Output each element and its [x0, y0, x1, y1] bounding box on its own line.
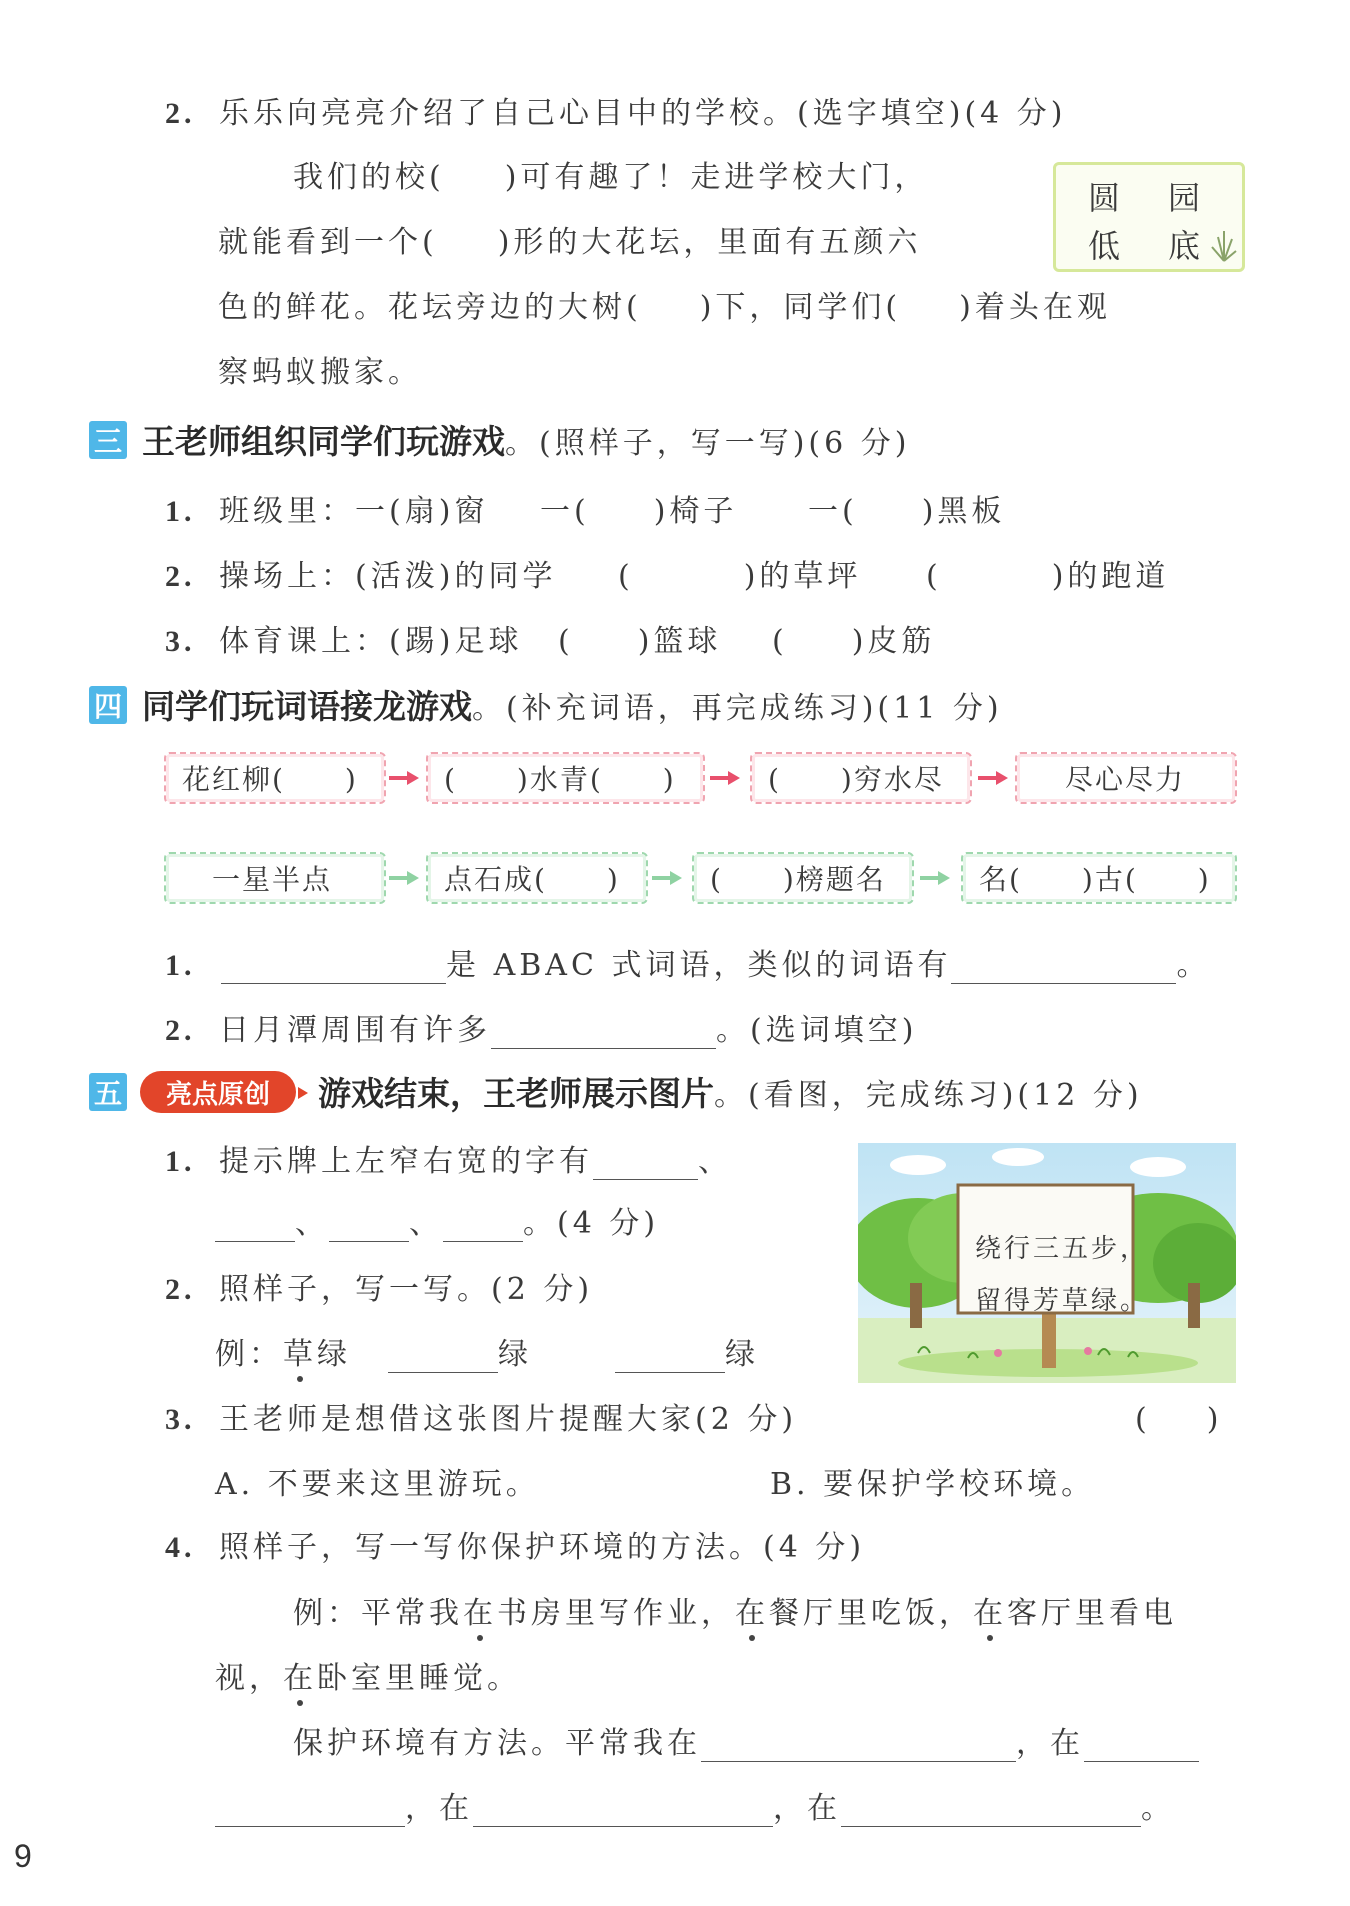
chain-word-box: 一星半点: [164, 852, 386, 904]
blank-open: 一(: [540, 494, 590, 529]
answer-blank: [215, 1240, 295, 1242]
section-3-note: 。(照样子，写一写)(6 分): [505, 426, 911, 461]
s5-question-2: [165, 1264, 593, 1308]
item-number: 1.: [165, 949, 196, 982]
section-4-title: 同学们玩词语接龙游戏: [142, 687, 472, 726]
s3-item-1-blank-a: [540, 486, 737, 530]
s5-question-3: [165, 1394, 797, 1438]
section-5-title: 游戏结束，王老师展示图片: [318, 1074, 714, 1113]
answer-blank: [1084, 1760, 1199, 1762]
chain-word-box: 花红柳( ): [164, 752, 386, 804]
chain-word-box: 名( )古( ): [961, 852, 1237, 904]
arrow-right-icon: [389, 871, 419, 885]
s5-question-4-answer-2: [215, 1783, 1175, 1827]
answer-blank: [491, 1047, 716, 1049]
example-char: 在: [283, 1661, 317, 1696]
s5-question-2-blank-a: [388, 1329, 532, 1373]
separator: 、: [409, 1206, 443, 1241]
answer-prompt: ，在: [773, 1791, 841, 1826]
example-char: 在: [973, 1596, 1007, 1631]
q2-line1: [293, 152, 928, 196]
item-number: 1.: [165, 1145, 196, 1178]
answer-blank: [215, 1825, 405, 1827]
section-3-title: 王老师组织同学们玩游戏: [142, 422, 505, 461]
s3-item-1: [165, 486, 488, 530]
answer-prompt: ，在: [1016, 1726, 1084, 1761]
answer-blank: [388, 1371, 498, 1373]
s5-question-2-blank-b: [615, 1329, 759, 1373]
question-text: 。: [1176, 948, 1211, 983]
grass-decoration-icon: [1208, 227, 1240, 263]
answer-prompt: 。: [1141, 1791, 1175, 1826]
blank-close: )黑板: [921, 494, 1006, 529]
option-char: 园: [1168, 179, 1201, 217]
answer-blank: [443, 1240, 523, 1242]
chain-word-box: ( )榜题名: [692, 852, 914, 904]
s5-question-1-line2: [215, 1198, 659, 1242]
blank-close: )皮筋: [851, 624, 936, 659]
answer-prompt: 保护环境有方法。平常我在: [293, 1726, 701, 1761]
answer-blank: [473, 1825, 773, 1827]
item-number: 2.: [165, 560, 196, 593]
blank-close: )篮球: [637, 624, 722, 659]
chain-word-box: ( )穷水尽: [750, 752, 972, 804]
badge-dot-icon: [298, 1087, 310, 1099]
page-number: 9: [14, 1838, 32, 1874]
example-char: 绿: [317, 1337, 351, 1372]
highlight-original-badge: 亮点原创: [140, 1071, 296, 1113]
option-char: 低: [1088, 227, 1121, 265]
s5-question-4-example-1: [293, 1588, 1177, 1632]
q2-text: 我们的校(: [293, 160, 445, 195]
question-text: 。(4 分): [523, 1206, 660, 1241]
s5-question-4-answer-1: [293, 1718, 1199, 1762]
blank-close: )椅子: [653, 494, 738, 529]
q2-line3: [218, 282, 1111, 326]
item-number: 3.: [165, 1403, 196, 1436]
q2-text: )形的大花坛，里面有五颜六: [497, 225, 922, 260]
q2-line2: [218, 217, 921, 261]
q2-title: 乐乐向亮亮介绍了自己心目中的学校。(选字填空)(4 分): [219, 96, 1067, 131]
s4-question-1: [165, 940, 1210, 984]
item-number: 2.: [165, 1273, 196, 1306]
option-char: 底: [1168, 227, 1201, 265]
q2-heading: [165, 88, 1067, 132]
q2-number: 2.: [165, 97, 196, 130]
blank-close: )的草坪: [743, 559, 862, 594]
sign-line-2: 留得芳草绿。: [975, 1286, 1150, 1316]
s3-item-1-blank-b: [808, 486, 1005, 530]
item-number: 4.: [165, 1531, 196, 1564]
blank-close: )的跑道: [1051, 559, 1170, 594]
blank-open: (: [558, 624, 574, 659]
section-5-heading: [318, 1068, 1143, 1115]
example-char: 草: [283, 1337, 317, 1372]
item-number: 1.: [165, 495, 196, 528]
q2-text: 色的鲜花。花坛旁边的大树(: [218, 290, 642, 325]
option-char: 圆: [1088, 179, 1121, 217]
example-text: 餐厅里吃饭，: [769, 1596, 973, 1631]
q2-text: 察蚂蚁搬家。: [218, 355, 422, 390]
s5-question-1: [165, 1136, 732, 1180]
question-text: 。(选词填空): [716, 1013, 918, 1048]
item-number: 2.: [165, 1014, 196, 1047]
item-example: 操场上：(活泼)的同学: [219, 559, 557, 594]
separator: 、: [698, 1144, 733, 1179]
arrow-right-icon: [710, 771, 740, 785]
answer-blank: [951, 982, 1176, 984]
arrow-right-icon: [920, 871, 950, 885]
section-5-note: 。(看图，完成练习)(12 分): [714, 1078, 1143, 1113]
answer-blank: [701, 1760, 1016, 1762]
example-text: 视，: [215, 1661, 283, 1696]
item-number: 3.: [165, 625, 196, 658]
s3-item-2-blank-a: [618, 551, 861, 595]
arrow-right-icon: [652, 871, 682, 885]
section-4-heading: [142, 681, 1003, 728]
s5-question-2-example: [215, 1329, 351, 1373]
example-char: 在: [735, 1596, 769, 1631]
s4-question-2: [165, 1005, 917, 1049]
q2-text: )下，同学们(: [699, 290, 902, 325]
question-text: 提示牌上左窄右宽的字有: [219, 1144, 594, 1179]
chain-word-box: ( )水青( ): [426, 752, 705, 804]
s3-item-2-blank-b: [926, 551, 1169, 595]
section-3-icon: 三: [89, 421, 127, 459]
q2-text: )着头在观: [959, 290, 1111, 325]
s3-item-3-blank-b: [772, 616, 935, 660]
question-text: 是 ABAC 式词语，类似的词语有: [446, 948, 952, 983]
s3-item-3: [165, 616, 522, 660]
answer-blank: [329, 1240, 409, 1242]
given-char: 绿: [498, 1337, 532, 1372]
answer-prompt: ，在: [405, 1791, 473, 1826]
s3-item-3-blank-a: [558, 616, 721, 660]
section-4-note: 。(补充词语，再完成练习)(11 分): [472, 691, 1003, 726]
chain-word-box: 尽心尽力: [1015, 752, 1237, 804]
chain-word-box: 点石成( ): [426, 852, 648, 904]
option-b: B. 要保护学校环境。: [770, 1467, 1096, 1502]
q2-text: 就能看到一个(: [218, 225, 438, 260]
item-example: 体育课上：(踢)足球: [219, 624, 523, 659]
example-text: 卧室里睡觉。: [317, 1661, 521, 1696]
example-text: 例：平常我: [293, 1596, 463, 1631]
s5-question-4: [165, 1522, 865, 1566]
separator: 、: [295, 1206, 329, 1241]
example-label: 例：: [215, 1337, 283, 1372]
s3-item-2: [165, 551, 556, 595]
q2-line4: [218, 347, 422, 391]
question-text: 照样子，写一写。(2 分): [219, 1272, 594, 1307]
item-example: 班级里：一(扇)窗: [219, 494, 489, 529]
blank-open: (: [926, 559, 942, 594]
blank-open: (: [772, 624, 788, 659]
arrow-right-icon: [389, 771, 419, 785]
section-4-icon: 四: [89, 686, 127, 724]
given-char: 绿: [725, 1337, 759, 1372]
question-text: 王老师是想借这张图片提醒大家(2 分): [219, 1402, 798, 1437]
arrow-right-icon: [978, 771, 1008, 785]
question-text: 日月潭周围有许多: [219, 1013, 492, 1048]
sign-line-1: 绕行三五步，: [975, 1234, 1150, 1264]
answer-blank: [841, 1825, 1141, 1827]
answer-blank: [615, 1371, 725, 1373]
question-text: 照样子，写一写你保护环境的方法。(4 分): [219, 1530, 866, 1565]
answer-blank: [593, 1178, 698, 1180]
example-text: 客厅里看电: [1007, 1596, 1177, 1631]
example-text: 书房里写作业，: [497, 1596, 735, 1631]
q2-text: )可有趣了！走进学校大门，: [504, 160, 929, 195]
blank-open: (: [618, 559, 634, 594]
answer-blank: [221, 982, 446, 984]
word-options-box: [1053, 162, 1245, 272]
blank-open: 一(: [808, 494, 858, 529]
option-a: A. 不要来这里游玩。: [215, 1467, 540, 1502]
example-char: 在: [463, 1596, 497, 1631]
section-3-heading: [142, 416, 910, 463]
s5-question-4-example-2: [215, 1653, 521, 1697]
section-5-icon: 五: [89, 1073, 127, 1111]
s5-question-3-answer: ( ): [1135, 1402, 1219, 1437]
